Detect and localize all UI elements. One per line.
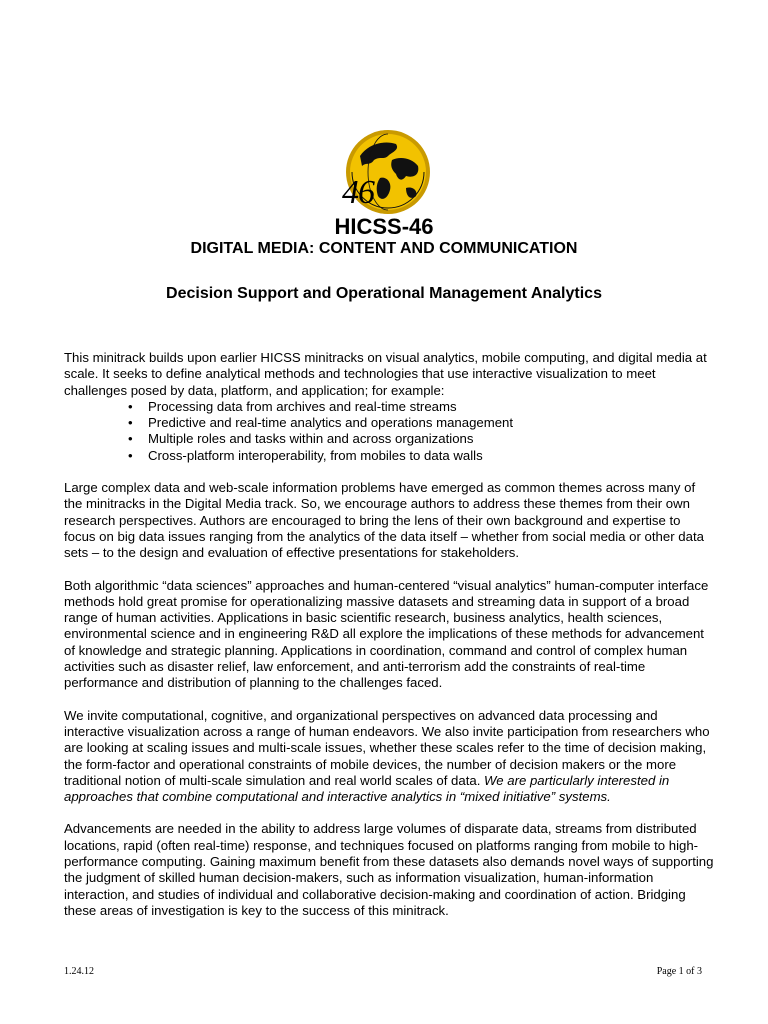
bullet-icon: • — [128, 431, 133, 447]
list-item: • Cross-platform interoperability, from mobiles to data walls — [128, 447, 483, 463]
bullet-icon: • — [128, 415, 133, 431]
footer-page-number: Page 1 of 3 — [656, 966, 702, 977]
conference-title: HICSS-46 — [334, 214, 434, 239]
emphasis-text: We are particularly interested in approaches that combine computational and interactive analytics in “mixed initiative” systems. — [64, 772, 670, 805]
minitrack-title: Decision Support and Operational Management Analytics — [166, 285, 602, 302]
topic-list — [64, 399, 714, 464]
intro-paragraph: This minitrack builds upon earlier HICSS minitracks on visual analytics, mobile computing, and digital media at scale. It seeks to define analytical methods and technologies that use interactive visualization to meet challenges posed by data, platform, and application; for example: — [64, 350, 707, 398]
logo-number: 46 — [342, 174, 374, 211]
list-item: • Predictive and real-time analytics and operations management — [128, 415, 514, 431]
list-item: • Processing data from archives and real-time streams — [128, 398, 457, 414]
track-title: DIGITAL MEDIA: CONTENT AND COMMUNICATION — [190, 240, 578, 257]
document-body — [64, 350, 714, 935]
hicss-globe-logo — [340, 126, 436, 226]
paragraph-themes: Large complex data and web-scale information problems have emerged as common themes across many of the minitracks in the Digital Media track. So, we encourage authors to address these themes from their own research perspectives. Authors are encouraged to bring the lens of their own background and expertise to focus on big data issues ranging from the analytics of the data itself – whether from social media or other data sets – to the design and evaluation of effective presentations for stakeholders. — [64, 480, 704, 561]
paragraph-approaches: Both algorithmic “data sciences” approaches and human-centered “visual analytics” human-computer interface methods hold great promise for operationalizing massive datasets and streaming data in support of a broad range of human activities. Applications in basic scientific research, business analytics, health sciences, environmental science and in engineering R&D all explore the implications of these methods for advancement of knowledge and strategic planning. Applications in coordination, command and control of complex human activities such as disaster relief, law enforcement, and anti-terrorism add the constraints of real-time performance and distribution of planning to the challenges faced. — [64, 577, 709, 691]
footer-date: 1.24.12 — [64, 966, 94, 977]
paragraph-invitation: We invite computational, cognitive, and organizational perspectives on advanced data processing and interactive visualization across a range of human endeavors. We also invite participation from researchers who are looking at scaling issues and multi-scale issues, whether these scales refer to the time of decision making, the form-factor and operational constraints of mobile devices, the number of decision makers or the more traditional notion of multi-scale simulation and real world scales of data. We are particularly interested in approaches that combine computational and interactive analytics in “mixed initiative” systems. — [64, 707, 710, 805]
paragraph-advancements: Advancements are needed in the ability to address large volumes of disparate data, streams from distributed locations, rapid (often real-time) response, and techniques focused on platforms ranging from mobile to high-performance computing. Gaining maximum benefit from these datasets also demands novel ways of supporting the judgment of skilled human decision-makers, such as information visualization, human-information interaction, and studies of individual and collaborative decision-making and coordination of action. Bridging these areas of investigation is key to the success of this minitrack. — [64, 821, 714, 918]
bullet-icon: • — [128, 398, 133, 414]
bullet-icon: • — [128, 447, 133, 463]
list-item: • Multiple roles and tasks within and across organizations — [128, 431, 474, 447]
